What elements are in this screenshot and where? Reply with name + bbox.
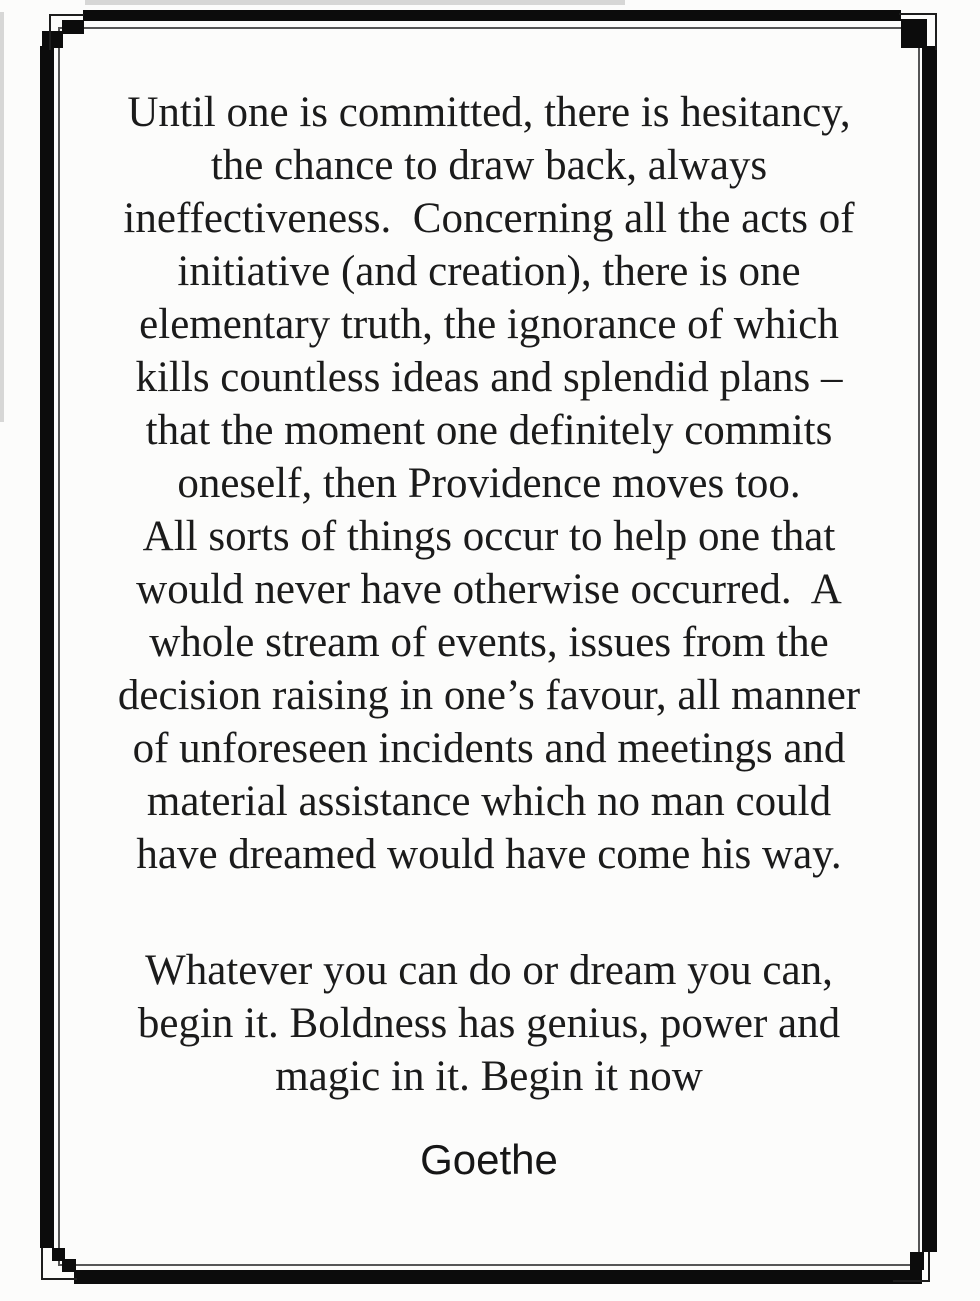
frame-outer-corner-line [935,13,937,50]
quote-text [52,86,926,1185]
quote-line: have dreamed would have come his way. [136,831,842,878]
quote-line: kills countless ideas and splendid plans – [135,354,843,401]
frame-border-top [83,10,901,21]
quote-line: elementary truth, the ignorance of which [139,301,839,348]
quote-line: All sorts of things occur to help one that [142,513,836,560]
quote-line: Whatever you can do or dream you can, [145,947,833,994]
quote-line: of unforeseen incidents and meetings and [132,725,846,772]
quote-line: would never have otherwise occurred. A [136,566,842,613]
quote-paragraph-2 [52,944,926,1103]
frame-outer-corner-line [49,14,51,50]
frame-outer-corner-line [49,14,84,16]
quote-line: decision raising in one’s favour, all manner [117,672,861,719]
frame-outer-corner-line [41,1248,43,1280]
quote-line: material assistance which no man could [146,778,832,825]
frame-corner-step-bottom-left [62,1259,76,1272]
scan-streak-top [85,0,625,5]
frame-outer-corner-line [899,13,937,15]
quote-paragraph-1 [52,86,926,881]
frame-outer-corner-line [928,1252,930,1282]
frame-outer-corner-line [893,1280,929,1282]
quote-line: begin it. Boldness has genius, power and [137,1000,841,1047]
quote-attribution: Goethe [420,1136,558,1183]
frame-corner-step-top-left [62,20,84,34]
quote-line: that the moment one definitely commits [145,407,833,454]
quote-line: the chance to draw back, always [210,142,768,189]
quote-line: whole stream of events, issues from the [149,619,829,666]
quote-line: ineffectiveness. Concerning all the acts of [123,195,855,242]
quote-line: initiative (and creation), there is one [177,248,801,295]
quote-line: Until one is committed, there is hesitancy, [127,89,851,136]
scan-streak-left [0,12,4,422]
frame-outer-corner-line [41,1278,77,1280]
frame-corner-step-bottom-right [910,1252,924,1270]
frame-corner-step-top-left [42,31,63,48]
quote-line: oneself, then Providence moves too. [177,460,801,507]
quote-line: magic in it. Begin it now [275,1053,703,1100]
frame-corner-step-top-right [901,19,927,48]
frame-border-bottom [74,1270,922,1284]
